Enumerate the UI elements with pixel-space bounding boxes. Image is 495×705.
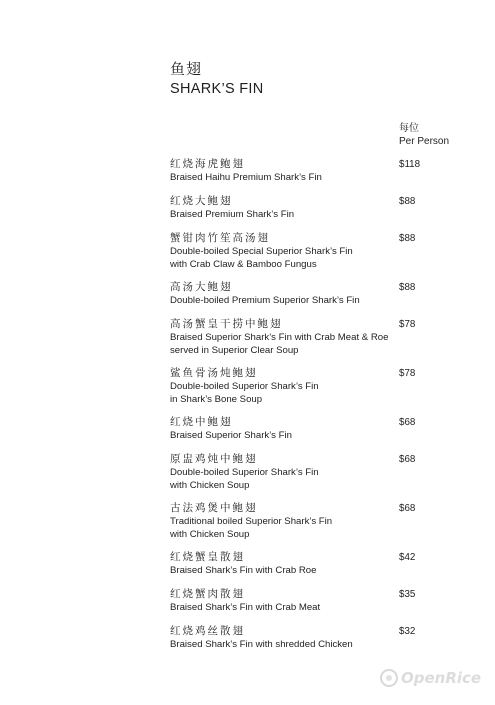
dish-price: $88 — [399, 282, 416, 293]
dish-name-english: Braised Premium Shark’s Fin — [170, 209, 295, 220]
menu-item — [170, 551, 416, 577]
menu-item — [170, 158, 421, 184]
dish-price: $88 — [399, 233, 416, 244]
menu-item — [170, 195, 416, 221]
dish-name-chinese: 红烧蟹肉散翅 — [170, 588, 245, 600]
price-column-header — [399, 122, 449, 148]
dish-price: $68 — [399, 503, 416, 514]
menu-item — [170, 453, 416, 492]
dish-name-english: Braised Shark’s Fin with Crab Meat — [170, 602, 321, 613]
dish-name-english: Double-boiled Superior Shark’s Fin in Shark’s Bone Soup — [170, 381, 319, 405]
dish-name-english: Double-boiled Premium Superior Shark’s Fin — [170, 295, 360, 306]
dish-price: $68 — [399, 417, 416, 428]
menu-item — [170, 232, 416, 271]
section-title-english: SHARK’S FIN — [170, 81, 264, 97]
dish-price: $78 — [399, 319, 416, 330]
menu-item — [170, 416, 416, 442]
menu-item — [170, 281, 416, 307]
dish-name-chinese: 红烧鸡丝散翅 — [170, 625, 245, 637]
dish-name-chinese: 红烧海虎鲍翅 — [170, 158, 245, 170]
openrice-logo-icon — [378, 664, 483, 692]
dish-price: $35 — [399, 589, 416, 600]
dish-name-chinese: 原盅鸡炖中鲍翅 — [170, 453, 258, 465]
dish-name-chinese: 红烧大鲍翅 — [170, 195, 233, 207]
dish-name-english: Double-boiled Superior Shark’s Fin with Chicken Soup — [170, 467, 319, 491]
section-title-chinese: 鱼翅 — [170, 60, 203, 78]
dish-price: $32 — [399, 626, 416, 637]
dish-name-english: Braised Shark’s Fin with shredded Chicken — [170, 639, 353, 650]
dish-price: $78 — [399, 368, 416, 379]
menu-item — [170, 625, 416, 651]
openrice-watermark — [378, 664, 483, 692]
dish-name-chinese: 鲨鱼骨汤炖鲍翅 — [170, 367, 258, 379]
dish-name-chinese: 高汤蟹皇干捞中鲍翅 — [170, 318, 283, 330]
dish-price: $88 — [399, 196, 416, 207]
dish-name-english: Braised Superior Shark’s Fin with Crab Meat & Roe served in Superior Clear Soup — [170, 332, 389, 356]
dish-name-chinese: 红烧蟹皇散翅 — [170, 551, 245, 563]
dish-price: $68 — [399, 454, 416, 465]
dish-name-english: Braised Haihu Premium Shark’s Fin — [170, 172, 322, 183]
dish-name-chinese: 红烧中鲍翅 — [170, 416, 233, 428]
menu-item — [170, 367, 416, 406]
dish-name-chinese: 古法鸡煲中鲍翅 — [170, 502, 258, 514]
menu-item — [170, 588, 416, 614]
menu-item — [170, 502, 416, 541]
dish-name-english: Braised Superior Shark’s Fin — [170, 430, 292, 441]
price-header-english: Per Person — [399, 136, 450, 147]
dish-name-chinese: 高汤大鲍翅 — [170, 281, 233, 293]
dish-name-english: Braised Shark’s Fin with Crab Roe — [170, 565, 317, 576]
price-header-chinese: 每位 — [399, 123, 419, 134]
dish-price: $42 — [399, 552, 416, 563]
dish-name-chinese: 蟹钳肉竹笙高汤翅 — [170, 232, 270, 244]
dish-price: $118 — [399, 159, 421, 170]
menu-item — [170, 318, 416, 357]
dish-name-english: Traditional boiled Superior Shark’s Fin with Chicken Soup — [170, 516, 333, 540]
dish-name-english: Double-boiled Special Superior Shark’s Fin with Crab Claw & Bamboo Fungus — [170, 246, 353, 270]
watermark-text: OpenRice — [401, 669, 482, 687]
